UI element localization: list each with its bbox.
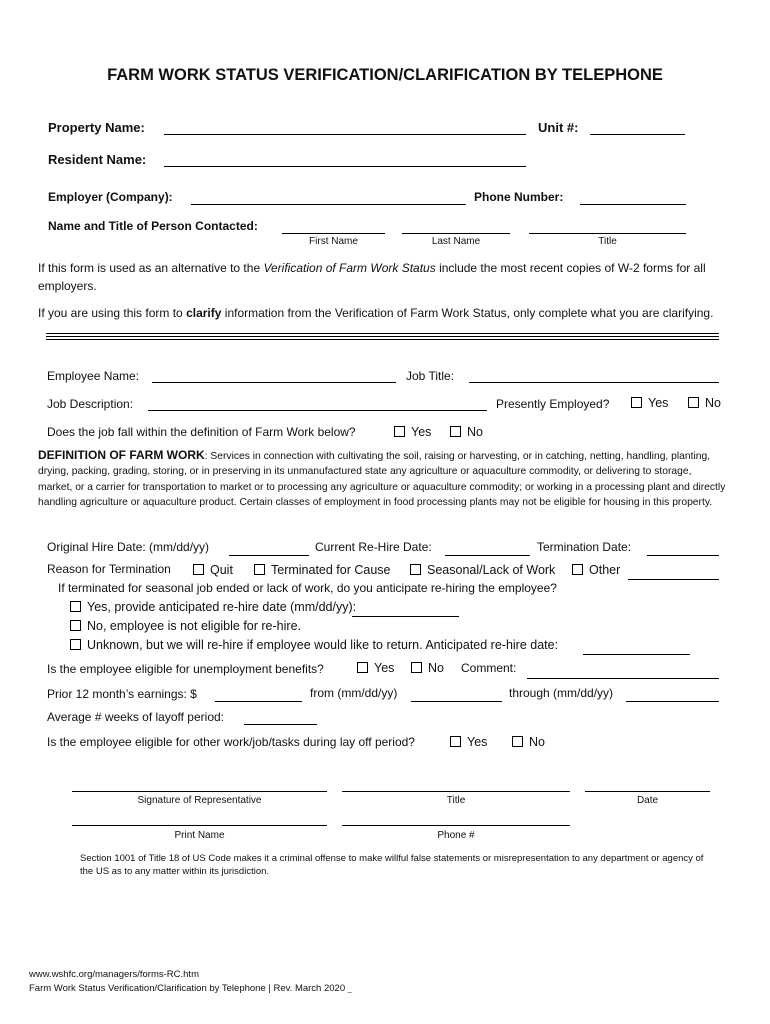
checkbox-icon[interactable] xyxy=(450,426,461,437)
original-hire-field[interactable] xyxy=(229,555,309,556)
signature-field[interactable] xyxy=(72,791,327,792)
definition-text: Services in connection with cultivating the soil, raising or harvesting, or in catching, netting, handling, planting, drying, packing, grading, storing, or in preserving in its unmanufactured state any agriculture or aquaculture commodity, or delivering to storage, market, or a carrier for transportation to market or to processing any agriculture or aquaculture commodity; or working in a processing plant and directly handling agriculture or aquaculture product. Certain classes of employment in food processing plants may not be eligible for housing in this property. xyxy=(38,451,726,509)
first-name-field[interactable] xyxy=(282,233,385,234)
option-label: Terminated for Cause xyxy=(271,563,391,577)
employee-name-label: Employee Name: xyxy=(47,369,140,383)
option-label: Quit xyxy=(210,563,233,577)
checkbox-icon[interactable] xyxy=(688,397,699,408)
option-label: No xyxy=(705,396,721,410)
unemployment-yes[interactable] xyxy=(357,661,394,675)
option-label: No xyxy=(467,425,483,439)
current-rehire-label: Current Re-Hire Date: xyxy=(315,540,432,554)
last-name-field[interactable] xyxy=(402,233,510,234)
farm-work-no[interactable] xyxy=(450,425,483,439)
reason-label: Reason for Termination xyxy=(47,562,171,576)
job-title-label: Job Title: xyxy=(406,369,455,383)
signature-title-field[interactable] xyxy=(342,791,570,792)
contact-title-field[interactable] xyxy=(529,233,686,234)
other-work-question: Is the employee eligible for other work/job/tasks during lay off period? xyxy=(47,735,415,749)
reason-other-field[interactable] xyxy=(628,579,719,580)
other-work-no[interactable] xyxy=(512,735,545,749)
job-title-field[interactable] xyxy=(469,382,719,383)
earnings-field[interactable] xyxy=(215,701,302,702)
rehire-option-no[interactable] xyxy=(70,619,301,633)
checkbox-icon[interactable] xyxy=(357,662,368,673)
employer-label: Employer (Company): xyxy=(48,190,173,204)
employer-field[interactable] xyxy=(191,204,466,205)
definition-colon: : xyxy=(204,451,208,462)
farm-work-question: Does the job fall within the definition of Farm Work below? xyxy=(47,425,356,439)
unemployment-no[interactable] xyxy=(411,661,444,675)
reason-quit[interactable] xyxy=(193,563,233,577)
last-name-caption: Last Name xyxy=(431,236,481,247)
presently-employed-yes[interactable] xyxy=(631,396,668,410)
unit-label: Unit #: xyxy=(538,120,579,135)
print-name-field[interactable] xyxy=(72,825,327,826)
rehire-date-field[interactable] xyxy=(352,616,459,617)
print-name-caption: Print Name xyxy=(174,830,225,841)
avg-weeks-label: Average # weeks of layoff period: xyxy=(47,710,224,724)
checkbox-icon[interactable] xyxy=(410,564,421,575)
signature-date-field[interactable] xyxy=(585,791,710,792)
anticipated-rehire-field[interactable] xyxy=(583,654,690,655)
reason-other[interactable] xyxy=(572,563,620,577)
option-label: No xyxy=(428,661,444,675)
option-label: Yes xyxy=(411,425,432,439)
intro-text: If you are using this form to xyxy=(38,306,187,320)
definition-heading: DEFINITION OF FARM WORK xyxy=(38,448,205,462)
checkbox-icon[interactable] xyxy=(411,662,422,673)
footer-mark: _ xyxy=(347,986,352,993)
intro-text: information from the Verification of Farm Work Status, only complete what you are clarifying. xyxy=(221,306,714,320)
legal-notice: Section 1001 of Title 18 of US Code makes it a criminal offense to make willful false statements or misrepresentation to any department or agency of the US as to any matter within its jurisdiction. xyxy=(80,853,704,877)
signature-caption: Signature of Representative xyxy=(137,795,262,806)
first-name-caption: First Name xyxy=(309,236,358,247)
checkbox-icon[interactable] xyxy=(631,397,642,408)
presently-employed-label: Presently Employed? xyxy=(496,397,610,411)
from-label: from (mm/dd/yy) xyxy=(310,686,398,700)
avg-weeks-field[interactable] xyxy=(244,724,317,725)
original-hire-label: Original Hire Date: (mm/dd/yy) xyxy=(47,540,210,554)
farm-work-definition xyxy=(38,448,726,511)
rehire-option-unknown[interactable] xyxy=(70,638,558,652)
resident-name-label: Resident Name: xyxy=(48,152,147,167)
phone-field[interactable] xyxy=(342,825,570,826)
option-label: No xyxy=(529,735,545,749)
option-label: Other xyxy=(589,563,621,577)
option-label: Seasonal/Lack of Work xyxy=(427,563,556,577)
comment-label: Comment: xyxy=(461,661,517,675)
option-label: Yes xyxy=(648,396,669,410)
checkbox-icon[interactable] xyxy=(512,736,523,747)
checkbox-icon[interactable] xyxy=(254,564,265,575)
through-label: through (mm/dd/yy) xyxy=(509,686,614,700)
option-label: Yes, provide anticipated re-hire date (mm/dd/yy): xyxy=(87,600,357,614)
phone-number-label: Phone Number: xyxy=(474,190,564,204)
reason-terminated-cause[interactable] xyxy=(254,563,391,577)
section-divider xyxy=(46,333,719,340)
rehire-option-yes[interactable] xyxy=(70,600,356,614)
intro-bold: clarify xyxy=(186,306,222,320)
person-contacted-label: Name and Title of Person Contacted: xyxy=(48,219,258,233)
through-date-field[interactable] xyxy=(626,701,719,702)
current-rehire-field[interactable] xyxy=(445,555,530,556)
checkbox-icon[interactable] xyxy=(70,601,81,612)
property-name-label: Property Name: xyxy=(48,120,145,135)
checkbox-icon[interactable] xyxy=(450,736,461,747)
termination-date-field[interactable] xyxy=(647,555,719,556)
checkbox-icon[interactable] xyxy=(70,620,81,631)
option-label: No, employee is not eligible for re-hire. xyxy=(87,619,301,633)
comment-field[interactable] xyxy=(527,678,719,679)
date-caption: Date xyxy=(636,795,659,806)
rehire-question: If terminated for seasonal job ended or lack of work, do you anticipate re-hiring the employee? xyxy=(58,581,557,595)
intro-paragraph-2 xyxy=(38,305,738,321)
checkbox-icon[interactable] xyxy=(572,564,583,575)
unemployment-question: Is the employee eligible for unemployment benefits? xyxy=(47,662,324,676)
option-label: Unknown, but we will re-hire if employee would like to return. Anticipated re-hire date: xyxy=(87,638,559,652)
job-description-field[interactable] xyxy=(148,410,487,411)
checkbox-icon[interactable] xyxy=(193,564,204,575)
unit-field[interactable] xyxy=(590,134,685,135)
property-name-field[interactable] xyxy=(164,134,526,135)
footer-revision xyxy=(29,983,352,994)
footer-rev-text: Farm Work Status Verification/Clarification by Telephone | Rev. March 2020 xyxy=(29,983,346,994)
checkbox-icon[interactable] xyxy=(70,639,81,650)
footer-url: www.wshfc.org/managers/forms-RC.htm xyxy=(29,969,199,980)
option-label: Yes xyxy=(467,735,488,749)
checkbox-icon[interactable] xyxy=(394,426,405,437)
farm-work-yes[interactable] xyxy=(394,425,431,439)
intro-text: include the most recent copies of W-2 forms for all employers. xyxy=(38,261,706,293)
termination-date-label: Termination Date: xyxy=(537,540,632,554)
intro-text: If this form is used as an alternative to the xyxy=(38,261,264,275)
intro-italic: Verification of Farm Work Status xyxy=(263,261,436,275)
resident-name-field[interactable] xyxy=(164,166,526,167)
reason-seasonal[interactable] xyxy=(410,563,555,577)
employee-name-field[interactable] xyxy=(152,382,396,383)
title-caption: Title xyxy=(598,236,617,247)
other-work-yes[interactable] xyxy=(450,735,487,749)
phone-number-field[interactable] xyxy=(580,204,686,205)
earnings-label: Prior 12 month’s earnings: $ xyxy=(47,687,197,701)
title-caption: Title xyxy=(446,795,466,806)
page-title: FARM WORK STATUS VERIFICATION/CLARIFICATION BY TELEPHONE xyxy=(107,66,663,84)
option-label: Yes xyxy=(374,661,395,675)
from-date-field[interactable] xyxy=(411,701,502,702)
phone-caption: Phone # xyxy=(437,830,475,841)
job-description-label: Job Description: xyxy=(47,397,134,411)
presently-employed-no[interactable] xyxy=(688,396,721,410)
intro-paragraph-1 xyxy=(38,259,728,295)
